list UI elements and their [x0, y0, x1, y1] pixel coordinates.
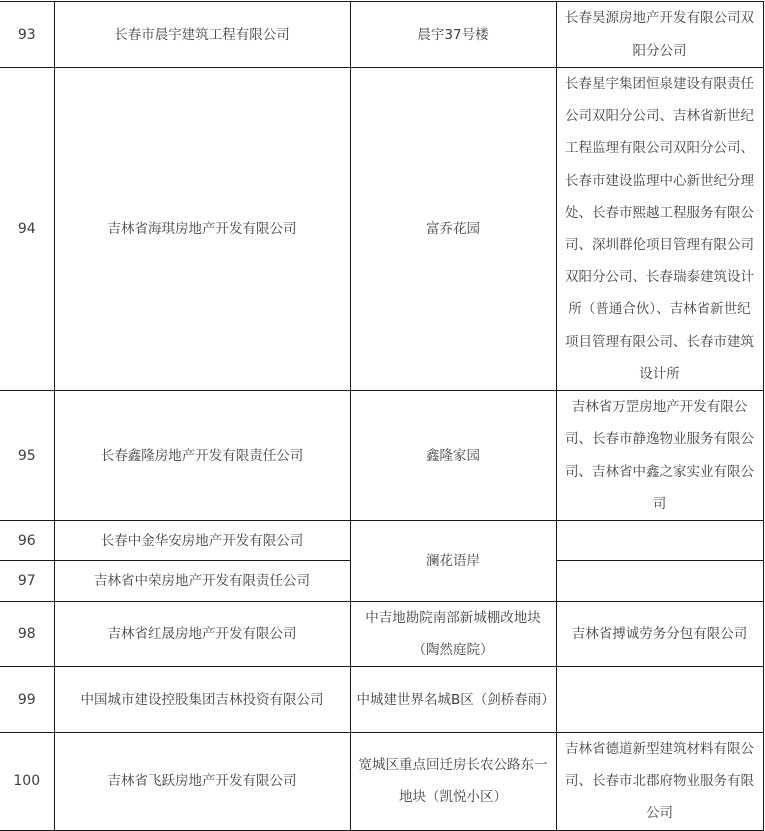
row-number: 93	[0, 2, 54, 68]
developer-name: 长春市晨宇建筑工程有限公司	[54, 2, 350, 68]
row-number: 99	[0, 667, 54, 733]
related-companies: 吉林省搏诚劳务分包有限公司	[556, 602, 763, 667]
table-row	[0, 68, 763, 391]
enterprise-project-table	[0, 1, 764, 831]
related-companies: 长春星宇集团恒泉建设有限责任公司双阳分公司、吉林省新世纪工程监理有限公司双阳分公司、长春市建设监理中心新世纪分理处、长春市熙越工程服务有限公司、深圳群伦项目管理有限公司双阳分公司、长春瑞泰建筑设计所（普通合伙）、吉林省新世纪项目管理有限公司、长春市建筑设计所	[556, 68, 763, 391]
table-row	[0, 391, 763, 521]
developer-name: 吉林省海琪房地产开发有限公司	[54, 68, 350, 391]
related-companies	[556, 561, 763, 602]
related-companies: 长春昊源房地产开发有限公司双阳分公司	[556, 2, 763, 68]
row-number: 95	[0, 391, 54, 521]
project-name: 中城建世界名城B区（剑桥春雨）	[350, 667, 556, 733]
table-row	[0, 602, 763, 667]
project-name: 晨宇37号楼	[350, 2, 556, 68]
project-name: 鑫隆家园	[350, 391, 556, 521]
developer-name: 吉林省飞跃房地产开发有限公司	[54, 733, 350, 831]
related-companies: 吉林省德道新型建筑材料有限公司、长春市北郡府物业服务有限公司	[556, 733, 763, 831]
project-name: 富乔花园	[350, 68, 556, 391]
related-companies	[556, 667, 763, 733]
table-row	[0, 2, 763, 68]
developer-name: 长春鑫隆房地产开发有限责任公司	[54, 391, 350, 521]
developer-name: 中国城市建设控股集团吉林投资有限公司	[54, 667, 350, 733]
row-number: 100	[0, 733, 54, 831]
project-name: 中吉地勘院南部新城棚改地块（陶然庭院）	[350, 602, 556, 667]
row-number: 96	[0, 521, 54, 561]
row-number: 98	[0, 602, 54, 667]
project-name: 澜花语岸	[350, 521, 556, 602]
related-companies	[556, 521, 763, 561]
table-row	[0, 521, 763, 561]
developer-name: 长春中金华安房地产开发有限公司	[54, 521, 350, 561]
developer-name: 吉林省中荣房地产开发有限责任公司	[54, 561, 350, 602]
row-number: 97	[0, 561, 54, 602]
table-row	[0, 667, 763, 733]
table-row	[0, 733, 763, 831]
related-companies: 吉林省万罡房地产开发有限公司、长春市静逸物业服务有限公司、吉林省中鑫之家实业有限公司	[556, 391, 763, 521]
project-name: 宽城区重点回迁房长农公路东一地块（凯悦小区）	[350, 733, 556, 831]
developer-name: 吉林省红晟房地产开发有限公司	[54, 602, 350, 667]
row-number: 94	[0, 68, 54, 391]
